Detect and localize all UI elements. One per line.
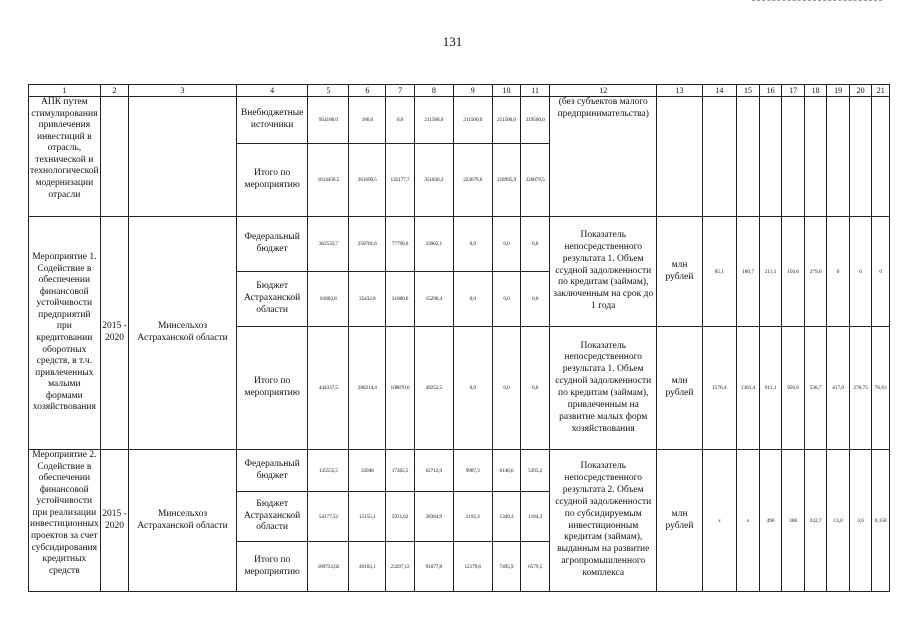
- target-cell: 1576,4: [702, 327, 737, 450]
- amount-cell: 15155,1: [349, 492, 386, 542]
- column-number: 18: [804, 85, 827, 97]
- funding-source: Итого по мероприятию: [236, 144, 308, 217]
- funding-source: Внебюджетные источники: [236, 97, 308, 144]
- amount-cell: 326079,5: [521, 144, 550, 217]
- amount-cell: 444337,5: [308, 327, 349, 450]
- target-cell: 417,0: [827, 327, 850, 450]
- amount-cell: 5395,2: [521, 450, 550, 492]
- amount-cell: 0,0: [521, 272, 550, 327]
- activity-title: Мероприятие 2. Содействие в обеспечении финансовой устойчивости при реализации инвестиционных проектов за счет субсидирования кредитных средств: [29, 450, 101, 592]
- amount-cell: 362533,7: [308, 217, 349, 272]
- amount-cell: 1349,3: [492, 492, 521, 542]
- amount-cell: 223679,6: [453, 144, 492, 217]
- target-cell: x: [737, 450, 760, 592]
- amount-cell: 351830,3: [414, 144, 453, 217]
- target-cell: 0: [872, 217, 890, 327]
- target-cell: 85,1: [702, 217, 737, 327]
- funding-source: Бюджет Астраханской области: [236, 492, 308, 542]
- target-cell: 0,158: [872, 450, 890, 592]
- funding-source: Итого по мероприятию: [236, 327, 308, 450]
- target-cell: [849, 97, 872, 217]
- amount-cell: 33948: [349, 450, 386, 492]
- period-cell: [100, 97, 129, 217]
- amount-cell: 77790,0: [386, 217, 415, 272]
- amount-cell: 186,0: [349, 97, 386, 144]
- activity-title: Мероприятие 1. Содействие в обеспечении финансовой устойчивости предприятий при кредитовании оборотных средств, в т.ч. привлеченных малыми формами хозяйствования: [29, 217, 101, 450]
- executor-cell: [129, 97, 236, 217]
- column-number-row: [29, 85, 890, 97]
- column-number: 19: [827, 85, 850, 97]
- unit-cell: млн рублей: [657, 217, 702, 327]
- amount-cell: 286214,4: [349, 327, 386, 450]
- indicator-text: Показатель непосредственного результата 2. Объем ссудной задолженности по субсидируемым инвестиционным кредитам (займам), выданным на развитие агропромышленного комплекса: [549, 450, 656, 592]
- column-number: 15: [737, 85, 760, 97]
- column-number: 21: [872, 85, 890, 97]
- amount-cell: 5931,62: [386, 492, 415, 542]
- amount-cell: 189733,02: [308, 542, 349, 592]
- scan-edge-mark: [752, 0, 882, 1]
- funding-source: Федеральный бюджет: [236, 217, 308, 272]
- target-cell: [827, 97, 850, 217]
- amount-cell: 0,0: [453, 272, 492, 327]
- amount-cell: 0,0: [386, 97, 415, 144]
- funding-source: Федеральный бюджет: [236, 450, 308, 492]
- amount-cell: 0,0: [492, 327, 521, 450]
- amount-cell: 250781,6: [349, 217, 386, 272]
- amount-cell: 12179,6: [453, 542, 492, 592]
- executor-cell: Минсельхоз Астраханской области: [129, 217, 236, 450]
- amount-cell: 954186,0: [308, 97, 349, 144]
- target-cell: [702, 97, 737, 217]
- period-cell: 2015 - 2020: [100, 217, 129, 450]
- column-number: 6: [349, 85, 386, 97]
- funding-source: Итого по мероприятию: [236, 542, 308, 592]
- period-cell: 2015 - 2020: [100, 450, 129, 592]
- target-cell: 911,1: [759, 327, 782, 450]
- column-number: 7: [386, 85, 415, 97]
- amount-cell: 6579,5: [521, 542, 550, 592]
- target-cell: 279,6: [804, 217, 827, 327]
- amount-cell: 49252,5: [414, 327, 453, 450]
- column-number: 9: [453, 85, 492, 97]
- target-cell: 1381,4: [737, 327, 760, 450]
- amount-cell: 0,0: [492, 217, 521, 272]
- amount-cell: 135555,5: [308, 450, 349, 492]
- amount-cell: 17365,5: [386, 450, 415, 492]
- amount-cell: 132177,7: [386, 144, 415, 217]
- amount-cell: 108870,6: [386, 327, 415, 450]
- column-number: 8: [414, 85, 453, 97]
- amount-cell: 211500,0: [453, 97, 492, 144]
- indicator-text: (без субъектов малого предпринимательства): [549, 97, 656, 217]
- column-number: 11: [521, 85, 550, 97]
- amount-cell: 361690,5: [349, 144, 386, 217]
- column-number: 12: [549, 85, 656, 97]
- target-cell: x: [702, 450, 737, 592]
- target-cell: 13,0: [827, 450, 850, 592]
- column-number: 10: [492, 85, 521, 97]
- amount-cell: 0,0: [453, 217, 492, 272]
- target-cell: 180,7: [737, 217, 760, 327]
- unit-cell: млн рублей: [657, 327, 702, 450]
- amount-cell: 28364,9: [414, 492, 453, 542]
- target-cell: 76,63: [872, 327, 890, 450]
- amount-cell: 33962,1: [414, 217, 453, 272]
- program-table: [28, 84, 890, 592]
- executor-cell: Минсельхоз Астраханской области: [129, 450, 236, 592]
- amount-cell: 23297,12: [386, 542, 415, 592]
- column-number: 13: [657, 85, 702, 97]
- funding-source: Бюджет Астраханской области: [236, 272, 308, 327]
- amount-cell: 218995,9: [492, 144, 521, 217]
- target-cell: [872, 97, 890, 217]
- target-cell: 150,6: [782, 217, 805, 327]
- indicator-text: Показатель непосредственного результата 1. Объем ссудной задолженности по кредитам (займам), заключенным на срок до 1 года: [549, 217, 656, 327]
- amount-cell: 31080,6: [386, 272, 415, 327]
- amount-cell: 35432,8: [349, 272, 386, 327]
- amount-cell: 9987,3: [453, 450, 492, 492]
- page-number: 131: [442, 34, 463, 49]
- amount-cell: 62712,9: [414, 450, 453, 492]
- column-number: 16: [759, 85, 782, 97]
- amount-cell: 6146,6: [492, 450, 521, 492]
- amount-cell: 81803,8: [308, 272, 349, 327]
- target-cell: [804, 97, 827, 217]
- table-row: [29, 97, 890, 144]
- amount-cell: 2192,3: [453, 492, 492, 542]
- amount-cell: 0,0: [453, 327, 492, 450]
- column-number: 1: [29, 85, 101, 97]
- column-number: 4: [236, 85, 308, 97]
- target-cell: 3,6: [849, 450, 872, 592]
- target-cell: [782, 97, 805, 217]
- amount-cell: 1184,3: [521, 492, 550, 542]
- target-cell: 242,7: [804, 450, 827, 592]
- target-cell: 276,75: [849, 327, 872, 450]
- table-row: [29, 217, 890, 272]
- amount-cell: 319500,0: [521, 97, 550, 144]
- column-number: 20: [849, 85, 872, 97]
- amount-cell: 49103,1: [349, 542, 386, 592]
- amount-cell: 0,0: [521, 217, 550, 272]
- column-number: 14: [702, 85, 737, 97]
- amount-cell: 1614458,5: [308, 144, 349, 217]
- column-number: 5: [308, 85, 349, 97]
- column-number: 17: [782, 85, 805, 97]
- column-number: 2: [100, 85, 129, 97]
- amount-cell: 91077,8: [414, 542, 453, 592]
- unit-cell: млн рублей: [657, 450, 702, 592]
- indicator-text: Показатель непосредственного результата 1. Объем ссудной задолженности по кредитам (займам), привлеченным на развитие малых форм хозяйствования: [549, 327, 656, 450]
- target-cell: 496: [759, 450, 782, 592]
- amount-cell: 0,0: [492, 272, 521, 327]
- activity-title: АПК путем стимулирования привлечения инвестиций в отрасль, технической и технологической модернизации отрасли: [29, 97, 101, 217]
- amount-cell: 15290,4: [414, 272, 453, 327]
- target-cell: [759, 97, 782, 217]
- column-number: 3: [129, 85, 236, 97]
- amount-cell: 211500,0: [414, 97, 453, 144]
- target-cell: 956,6: [782, 327, 805, 450]
- amount-cell: 211500,0: [492, 97, 521, 144]
- amount-cell: 54177,52: [308, 492, 349, 542]
- target-cell: 538,7: [804, 327, 827, 450]
- amount-cell: 0,0: [521, 327, 550, 450]
- table-row: [29, 450, 890, 492]
- target-cell: 368: [782, 450, 805, 592]
- target-cell: 0: [827, 217, 850, 327]
- target-cell: [737, 97, 760, 217]
- amount-cell: 7495,9: [492, 542, 521, 592]
- unit-cell: [657, 97, 702, 217]
- target-cell: 0: [849, 217, 872, 327]
- target-cell: 211,1: [759, 217, 782, 327]
